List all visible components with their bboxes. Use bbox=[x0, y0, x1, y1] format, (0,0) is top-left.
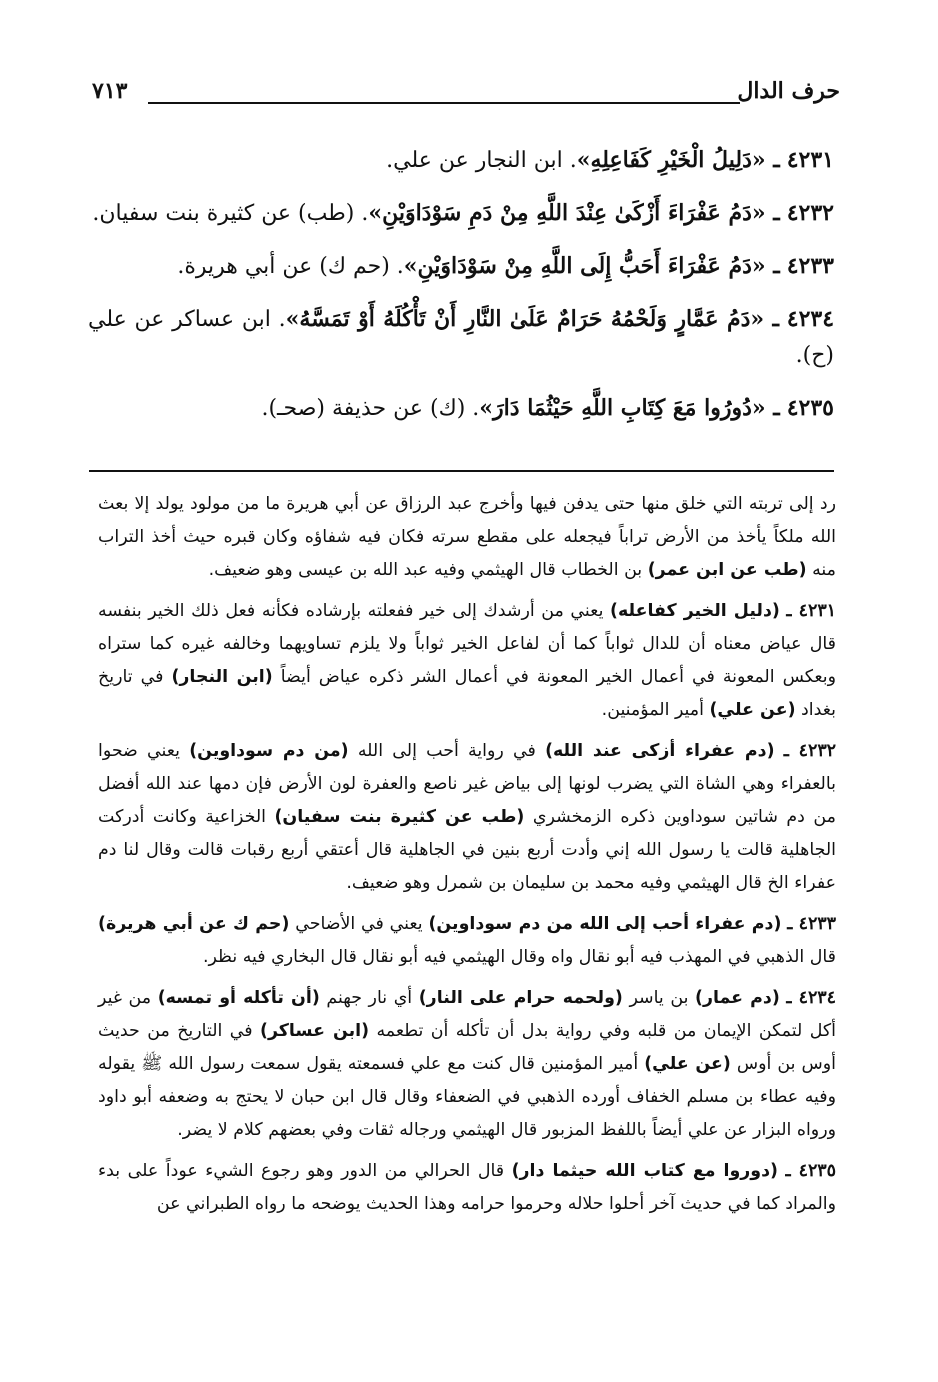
section-divider bbox=[89, 470, 834, 472]
hadith-number: ٤٢٣٢ bbox=[786, 200, 834, 226]
commentary-paragraph: ٤٢٣١ ـ (دليل الخير كفاعله) يعني من أرشدك إلى خير ففعلته بإرشاده فكأنه فعل ذلك الخير بنفسه قال عياض معناه أن للدال ثواباً كما أن لفاعل الخير ثواباً ولا يلزم تساويهما وخالفه غيره كما ستراه وبعكس المعونة في أعمال الخير المعونة في أعمال الشر ذكره عياض أيضاً (ابن النجار) في تاريخ بغداد (عن علي) أمير المؤمنين. bbox=[98, 601, 837, 720]
hadith-entry: ٤٢٣١ ـ «دَلِيلُ الْخَيْرِ كَفَاعِلِهِ». ابن النجار عن علي. bbox=[386, 147, 834, 173]
commentary-paragraph: ٤٢٣٤ ـ (دم عمار) بن ياسر (ولحمه حرام على النار) أي نار جهنم (أن تأكله أو تمسه) من غير أكل لتمكن الإيمان من قلبه وفي رواية بدل أن تأكله أن تطعمه (ابن عساكر) في التاريخ من حديث أوس بن أوس (عن علي) أمير المؤمنين قال كنت مع علي فسمعته يقول سمعت رسول الله ﷺ يقوله وفيه عطاء بن مسلم الخفاف أورده الذهبي في الضعفاء وقال قال ابن حبان لا يحتج به وضعفه أبو داود ورواه البزار عن علي أيضاً باللفظ المزبور قال الهيثمي ورجاله ثقات وفي بعضهم كلام لا يضر. bbox=[98, 988, 836, 1140]
commentary-number: ٤٢٣٤ ـ bbox=[786, 988, 836, 1008]
hadith-entry: ٤٢٣٢ ـ «دَمُ عَفْرَاءَ أَزْكَىٰ عِنْدَ اللَّهِ مِنْ دَمِ سَوْدَاوَيْنِ». (طب) عن كثيرة بنت سفيان. bbox=[92, 200, 834, 226]
commentary bbox=[98, 488, 836, 1229]
hadith-text: «دُورُوا مَعَ كِتَابِ اللَّهِ حَيْثُمَا دَارَ» bbox=[479, 395, 766, 421]
hadith-source: . (طب) عن كثيرة بنت سفيان. bbox=[92, 201, 369, 226]
page-header bbox=[92, 78, 840, 114]
commentary-paragraph: رد إلى تربته التي خلق منها حتى يدفن فيها وأخرج عبد الرزاق عن أبي هريرة ما من مولود يولد إلا بعث الله ملكاً يأخذ من الأرض تراباً فيجعله على مقطع سرته فكان فيه شفاؤه وكان قبره حيث أخذ التراب منه (طب عن ابن عمر) بن الخطاب قال الهيثمي وفيه عبد الله بن عيسى وهو ضعيف. bbox=[98, 494, 836, 580]
hadith-number: ٤٢٣٥ bbox=[786, 395, 834, 421]
hadith-source: . (ك) عن حذيفة (صحـ). bbox=[261, 396, 480, 421]
commentary-paragraph: ٤٢٣٣ ـ (دم عفراء أحب إلى الله من دم سوداوين) يعني في الأضاحي (حم ك عن أبي هريرة) قال الذهبي في المهذب فيه أبو نقال واه وقال الهيثمي فيه أبو نقال قال البخاري فيه نظر. bbox=[98, 914, 836, 967]
chapter-title: حرف الدال bbox=[737, 78, 840, 104]
hadith-source: . ابن النجار عن علي. bbox=[386, 148, 577, 173]
hadith-text: «دَلِيلُ الْخَيْرِ كَفَاعِلِهِ» bbox=[576, 147, 766, 173]
hadith-entry: ٤٢٣٥ ـ «دُورُوا مَعَ كِتَابِ اللَّهِ حَيْثُمَا دَارَ». (ك) عن حذيفة (صحـ). bbox=[261, 395, 834, 421]
commentary-paragraph: ٤٢٣٢ ـ (دم عفراء أزكى عند الله) في رواية أحب إلى الله (من دم سوداوين) يعني ضحوا بالعفراء وهي الشاة التي يضرب لونها إلى بياض غير ناصع والعفرة لون الأرض فإن دمها عند الله أفضل من دم شاتين سوداوين ذكره الزمخشري (طب عن كثيرة بنت سفيان) الخزاعية وكانت أدركت الجاهلية قالت يا رسول الله إني وأدت أربع بنين في الجاهلية قال أعتقي أربع رقبات قالت وقال لنا دم عفراء الخ قال الهيثمي وفيه محمد بن سليمان بن شمرل وهو ضعيف. bbox=[98, 741, 837, 893]
hadith-entry: ٤٢٣٤ ـ «دَمُ عَمَّارٍ وَلَحْمُهُ حَرَامٌ عَلَىٰ النَّارِ أَنْ تَأْكُلَهُ أَوْ تَمَسَّهُ». ابن عساكر عن علي (ح). bbox=[88, 306, 835, 368]
hadith-number: ٤٢٣٣ bbox=[786, 253, 834, 279]
hadith-list bbox=[88, 142, 834, 443]
header-rule bbox=[148, 102, 740, 104]
hadith-text: «دَمُ عَفْرَاءَ أَحَبُّ إِلَى اللَّهِ مِنْ سَوْدَاوَيْنِ» bbox=[403, 253, 766, 279]
commentary-number: ٤٢٣٣ ـ bbox=[787, 914, 836, 934]
hadith-number: ٤٢٣٤ bbox=[786, 306, 835, 332]
commentary-number: ٤٢٣٥ ـ bbox=[785, 1161, 836, 1181]
hadith-source: . ابن عساكر عن علي (ح). bbox=[88, 307, 834, 368]
page-number: ٧١٣ bbox=[92, 78, 128, 104]
commentary-number: ٤٢٣١ ـ bbox=[786, 601, 837, 621]
hadith-entry: ٤٢٣٣ ـ «دَمُ عَفْرَاءَ أَحَبُّ إِلَى اللَّهِ مِنْ سَوْدَاوَيْنِ». (حم ك) عن أبي هريرة. bbox=[177, 253, 834, 279]
commentary-paragraph: ٤٢٣٥ ـ (دوروا مع كتاب الله حيثما دار) قال الحرالي من الدور وهو رجوع الشيء عوداً على بدء والمراد كما في حديث آخر أحلوا حلاله وحرموا حرامه وهذا الحديث يوضحه ما رواه الطبراني عن bbox=[98, 1161, 836, 1214]
hadith-text: «دَمُ عَفْرَاءَ أَزْكَىٰ عِنْدَ اللَّهِ مِنْ دَمِ سَوْدَاوَيْنِ» bbox=[368, 200, 766, 226]
hadith-number: ٤٢٣١ bbox=[786, 147, 834, 173]
commentary-number: ٤٢٣٢ ـ bbox=[783, 741, 837, 761]
hadith-source: . (حم ك) عن أبي هريرة. bbox=[177, 254, 404, 279]
hadith-text: «دَمُ عَمَّارٍ وَلَحْمُهُ حَرَامٌ عَلَىٰ النَّارِ أَنْ تَأْكُلَهُ أَوْ تَمَسَّهُ» bbox=[285, 306, 765, 332]
